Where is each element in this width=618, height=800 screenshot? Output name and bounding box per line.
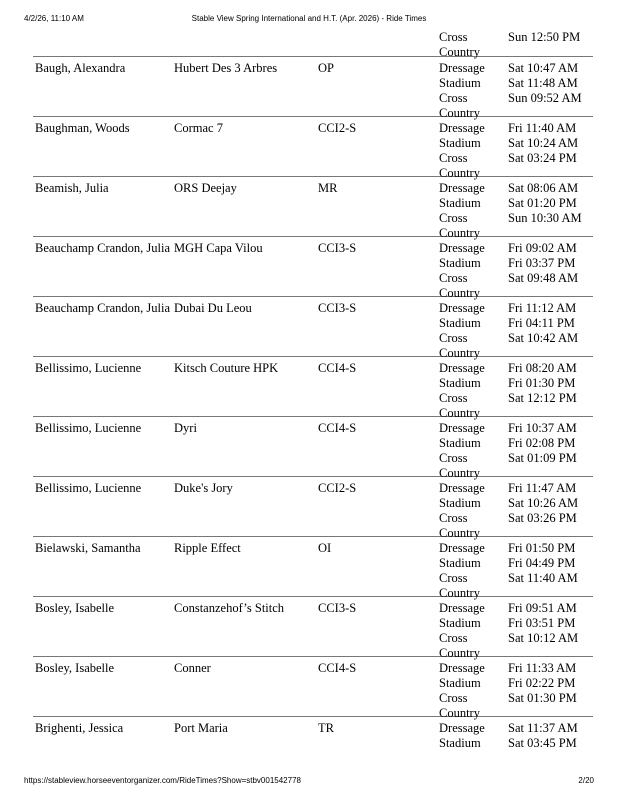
table-row bbox=[33, 657, 593, 720]
phase-cross-label: Cross bbox=[439, 511, 468, 525]
phase-country-label: Country bbox=[439, 586, 480, 600]
stadium-time: Fri 02:08 PM bbox=[508, 436, 576, 450]
table-row bbox=[33, 537, 593, 600]
rider-name: Bosley, Isabelle bbox=[35, 601, 115, 615]
xc-time: Sat 10:12 AM bbox=[508, 631, 579, 645]
phase-dressage-label: Dressage bbox=[439, 661, 485, 675]
horse-name: Conner bbox=[174, 661, 211, 675]
phase-dressage-label: Dressage bbox=[439, 481, 485, 495]
phase-cross-label: Cross bbox=[439, 211, 468, 225]
rider-name: Beauchamp Crandon, Julia bbox=[35, 301, 171, 315]
phase-country-label: Country bbox=[439, 406, 480, 420]
dressage-time: Fri 11:40 AM bbox=[508, 121, 577, 135]
division-code: CCI3-S bbox=[318, 241, 357, 255]
phase-dressage-label: Dressage bbox=[439, 601, 485, 615]
time-cell bbox=[508, 241, 578, 286]
phase-dressage-label: Dressage bbox=[439, 241, 485, 255]
division-code: CCI2-S bbox=[318, 481, 357, 495]
rider-name: Bellissimo, Lucienne bbox=[35, 481, 142, 495]
division-code: OI bbox=[318, 541, 332, 555]
phase-cross-label: Cross bbox=[439, 451, 468, 465]
table-row bbox=[33, 597, 593, 660]
division-code: CCI3-S bbox=[318, 301, 357, 315]
stadium-time: Fri 04:11 PM bbox=[508, 316, 575, 330]
phase-cell bbox=[439, 721, 485, 751]
phase-country-label: Country bbox=[439, 166, 480, 180]
xc-time: Sat 03:24 PM bbox=[508, 151, 577, 165]
stadium-time: Sat 11:48 AM bbox=[508, 76, 578, 90]
xc-time: Sun 10:30 AM bbox=[508, 211, 582, 225]
stadium-time: Fri 03:37 PM bbox=[508, 256, 576, 270]
phase-stadium-label: Stadium bbox=[439, 316, 481, 330]
horse-name: Dyri bbox=[174, 421, 197, 435]
time-cell bbox=[508, 541, 578, 586]
phase-cross-label: Cross bbox=[439, 30, 468, 44]
phase-cross-label: Cross bbox=[439, 631, 468, 645]
phase-stadium-label: Stadium bbox=[439, 676, 481, 690]
division-code: MR bbox=[318, 181, 338, 195]
time-cell bbox=[508, 30, 580, 45]
time-cell bbox=[508, 61, 582, 106]
table-row bbox=[33, 717, 593, 757]
rider-name: Beauchamp Crandon, Julia bbox=[35, 241, 171, 255]
phase-cell bbox=[439, 541, 485, 601]
stadium-time: Fri 01:30 PM bbox=[508, 376, 576, 390]
phase-cell bbox=[439, 361, 485, 421]
time-cell bbox=[508, 361, 577, 406]
phase-cross-label: Cross bbox=[439, 331, 468, 345]
dressage-time: Fri 10:37 AM bbox=[508, 421, 577, 435]
phase-country-label: Country bbox=[439, 106, 480, 120]
horse-name: Duke's Jory bbox=[174, 481, 233, 495]
phase-country-label: Country bbox=[439, 466, 480, 480]
table-row bbox=[33, 477, 593, 540]
dressage-time: Fri 11:12 AM bbox=[508, 301, 577, 315]
horse-name: Hubert Des 3 Arbres bbox=[174, 61, 278, 75]
phase-cross-label: Cross bbox=[439, 571, 468, 585]
phase-cell bbox=[439, 61, 485, 121]
stadium-time: Fri 03:51 PM bbox=[508, 616, 576, 630]
dressage-time: Fri 09:51 AM bbox=[508, 601, 577, 615]
dressage-time: Fri 09:02 AM bbox=[508, 241, 577, 255]
phase-cell bbox=[439, 30, 480, 60]
dressage-time: Fri 08:20 AM bbox=[508, 361, 577, 375]
phase-dressage-label: Dressage bbox=[439, 721, 485, 735]
page-number: 2/20 bbox=[578, 776, 594, 785]
division-code: CCI4-S bbox=[318, 661, 357, 675]
stadium-time: Sat 03:45 PM bbox=[508, 736, 577, 750]
time-cell bbox=[508, 481, 578, 526]
rider-name: Baugh, Alexandra bbox=[35, 61, 126, 75]
table-row bbox=[33, 117, 593, 180]
dressage-time: Fri 11:33 AM bbox=[508, 661, 577, 675]
stadium-time: Fri 02:22 PM bbox=[508, 676, 576, 690]
phase-country-label: Country bbox=[439, 706, 480, 720]
time-cell bbox=[508, 421, 577, 466]
phase-cell bbox=[439, 301, 485, 361]
dressage-time: Sat 10:47 AM bbox=[508, 61, 579, 75]
xc-time: Sun 09:52 AM bbox=[508, 91, 582, 105]
division-code: OP bbox=[318, 61, 334, 75]
phase-cell bbox=[439, 601, 485, 661]
stadium-time: Sat 10:26 AM bbox=[508, 496, 579, 510]
rider-name: Brighenti, Jessica bbox=[35, 721, 124, 735]
rider-name: Bellissimo, Lucienne bbox=[35, 421, 142, 435]
rider-name: Beamish, Julia bbox=[35, 181, 109, 195]
time-cell bbox=[508, 721, 578, 751]
phase-cross-label: Cross bbox=[439, 91, 468, 105]
division-code: CCI3-S bbox=[318, 601, 357, 615]
phase-dressage-label: Dressage bbox=[439, 361, 485, 375]
page-url: https://stableview.horseeventorganizer.com/RideTimes?Show=stbv001542778 bbox=[24, 776, 301, 785]
phase-cross-label: Cross bbox=[439, 151, 468, 165]
table-row-continued bbox=[33, 26, 593, 57]
table-row bbox=[33, 237, 593, 300]
phase-country-label: Country bbox=[439, 526, 480, 540]
phase-stadium-label: Stadium bbox=[439, 196, 481, 210]
phase-stadium-label: Stadium bbox=[439, 376, 481, 390]
horse-name: ORS Deejay bbox=[174, 181, 237, 195]
stadium-time: Fri 04:49 PM bbox=[508, 556, 576, 570]
table-row bbox=[33, 177, 593, 240]
division-code: CCI4-S bbox=[318, 421, 357, 435]
dressage-time: Fri 11:47 AM bbox=[508, 481, 577, 495]
phase-dressage-label: Dressage bbox=[439, 61, 485, 75]
horse-name: Ripple Effect bbox=[174, 541, 241, 555]
phase-cell bbox=[439, 121, 485, 181]
division-code: TR bbox=[318, 721, 334, 735]
phase-dressage-label: Dressage bbox=[439, 421, 485, 435]
phase-country-label: Country bbox=[439, 646, 480, 660]
phase-dressage-label: Dressage bbox=[439, 181, 485, 195]
rider-name: Baughman, Woods bbox=[35, 121, 130, 135]
xc-time: Sat 11:40 AM bbox=[508, 571, 578, 585]
xc-time: Sat 01:09 PM bbox=[508, 451, 577, 465]
phase-cell bbox=[439, 661, 485, 721]
phase-cell bbox=[439, 241, 485, 301]
xc-time: Sat 09:48 AM bbox=[508, 271, 579, 285]
phase-country-label: Country bbox=[439, 45, 480, 59]
phase-stadium-label: Stadium bbox=[439, 736, 481, 750]
phase-stadium-label: Stadium bbox=[439, 556, 481, 570]
table-row bbox=[33, 417, 593, 480]
time-cell bbox=[508, 301, 578, 346]
time-cell bbox=[508, 601, 578, 646]
xc-time: Sun 12:50 PM bbox=[508, 30, 581, 44]
table-row bbox=[33, 297, 593, 360]
stadium-time: Sat 10:24 AM bbox=[508, 136, 579, 150]
rider-name: Bellissimo, Lucienne bbox=[35, 361, 142, 375]
horse-name: Dubai Du Leou bbox=[174, 301, 252, 315]
phase-cross-label: Cross bbox=[439, 271, 468, 285]
document-title: Stable View Spring International and H.T. (Apr. 2026) - Ride Times bbox=[191, 14, 427, 23]
dressage-time: Fri 01:50 PM bbox=[508, 541, 576, 555]
phase-dressage-label: Dressage bbox=[439, 301, 485, 315]
horse-name: MGH Capa Vilou bbox=[174, 241, 263, 255]
stadium-time: Sat 01:20 PM bbox=[508, 196, 577, 210]
rider-name: Bielawski, Samantha bbox=[35, 541, 141, 555]
xc-time: Sat 12:12 PM bbox=[508, 391, 577, 405]
phase-cross-label: Cross bbox=[439, 691, 468, 705]
division-code: CCI2-S bbox=[318, 121, 357, 135]
phase-dressage-label: Dressage bbox=[439, 541, 485, 555]
table-row bbox=[33, 57, 593, 120]
phase-country-label: Country bbox=[439, 286, 480, 300]
phase-stadium-label: Stadium bbox=[439, 496, 481, 510]
time-cell bbox=[508, 661, 577, 706]
horse-name: Constanzehof’s Stitch bbox=[174, 601, 285, 615]
horse-name: Cormac 7 bbox=[174, 121, 223, 135]
horse-name: Kitsch Couture HPK bbox=[174, 361, 279, 375]
phase-cell bbox=[439, 421, 485, 481]
phase-cell bbox=[439, 181, 485, 241]
print-datetime: 4/2/26, 11:10 AM bbox=[24, 14, 84, 23]
rider-name: Bosley, Isabelle bbox=[35, 661, 115, 675]
table-row bbox=[33, 357, 593, 420]
time-cell bbox=[508, 121, 578, 166]
phase-country-label: Country bbox=[439, 346, 480, 360]
xc-time: Sat 03:26 PM bbox=[508, 511, 577, 525]
phase-cell bbox=[439, 481, 485, 541]
time-cell bbox=[508, 181, 582, 226]
division-code: CCI4-S bbox=[318, 361, 357, 375]
dressage-time: Sat 11:37 AM bbox=[508, 721, 578, 735]
dressage-time: Sat 08:06 AM bbox=[508, 181, 579, 195]
phase-stadium-label: Stadium bbox=[439, 256, 481, 270]
ride-times-table bbox=[33, 26, 593, 757]
phase-dressage-label: Dressage bbox=[439, 121, 485, 135]
phase-country-label: Country bbox=[439, 226, 480, 240]
phase-stadium-label: Stadium bbox=[439, 436, 481, 450]
xc-time: Sat 10:42 AM bbox=[508, 331, 579, 345]
phase-cross-label: Cross bbox=[439, 391, 468, 405]
horse-name: Port Maria bbox=[174, 721, 228, 735]
phase-stadium-label: Stadium bbox=[439, 76, 481, 90]
phase-stadium-label: Stadium bbox=[439, 616, 481, 630]
xc-time: Sat 01:30 PM bbox=[508, 691, 577, 705]
phase-stadium-label: Stadium bbox=[439, 136, 481, 150]
